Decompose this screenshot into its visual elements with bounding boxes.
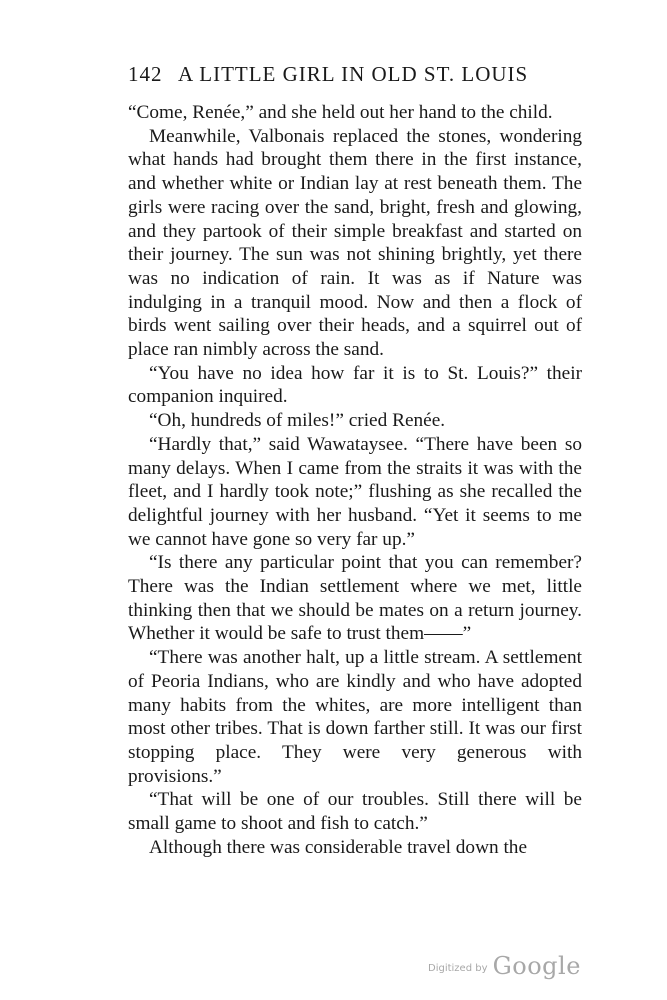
running-header (128, 62, 558, 88)
paragraph: Although there was considerable travel down the (149, 836, 528, 858)
paragraph: “Is there any particular point that you can remember? There was the Indian settlement where we met, little thinking then that we should be mates on a return journey. Whether it would be safe to trust them——” (128, 552, 582, 645)
running-title: A LITTLE GIRL IN OLD ST. LOUIS (178, 62, 529, 86)
paragraph: “That will be one of our troubles. Still there will be small game to shoot and fish to catch.” (128, 789, 582, 835)
body-text (128, 101, 582, 860)
google-logo: Google (492, 952, 581, 980)
paragraph: “Hardly that,” said Wawataysee. “There have been so many delays. When I came from the straits it was with the fleet, and I hardly took note;” flushing as she recalled the delightful journey with her husband. “Yet it seems to me we cannot have gone so very far up.” (128, 433, 582, 550)
digitized-by-google-watermark (428, 952, 588, 982)
paragraph: “Oh, hundreds of miles!” cried Renée. (149, 410, 446, 432)
watermark-prefix: Digitized by (428, 963, 488, 974)
page-number: 142 (128, 62, 163, 86)
paragraph: “There was another halt, up a little stream. A settlement of Peoria Indians, who are kindly and who have adopted many habits from the whites, are more intelligent than most other tribes. That is down farther still. It was our first stopping place. They were very generous with provisions.” (128, 647, 582, 787)
paragraph: “Come, Renée,” and she held out her hand to the child. (128, 102, 553, 123)
paragraph: Meanwhile, Valbonais replaced the stones, wondering what hands had brought them there in the first instance, and whether white or Indian lay at rest beneath them. The girls were racing over the sand, bright, fresh and glowing, and they partook of their simple breakfast and started on their journey. The sun was not shining brightly, yet there was no indication of rain. It was as if Nature was indulging in a tranquil mood. Now and then a flock of birds went sailing over their heads, and a squirrel out of place ran nimbly across the sand. (128, 125, 582, 361)
paragraph: “You have no idea how far it is to St. Louis?” their companion inquired. (128, 362, 582, 408)
